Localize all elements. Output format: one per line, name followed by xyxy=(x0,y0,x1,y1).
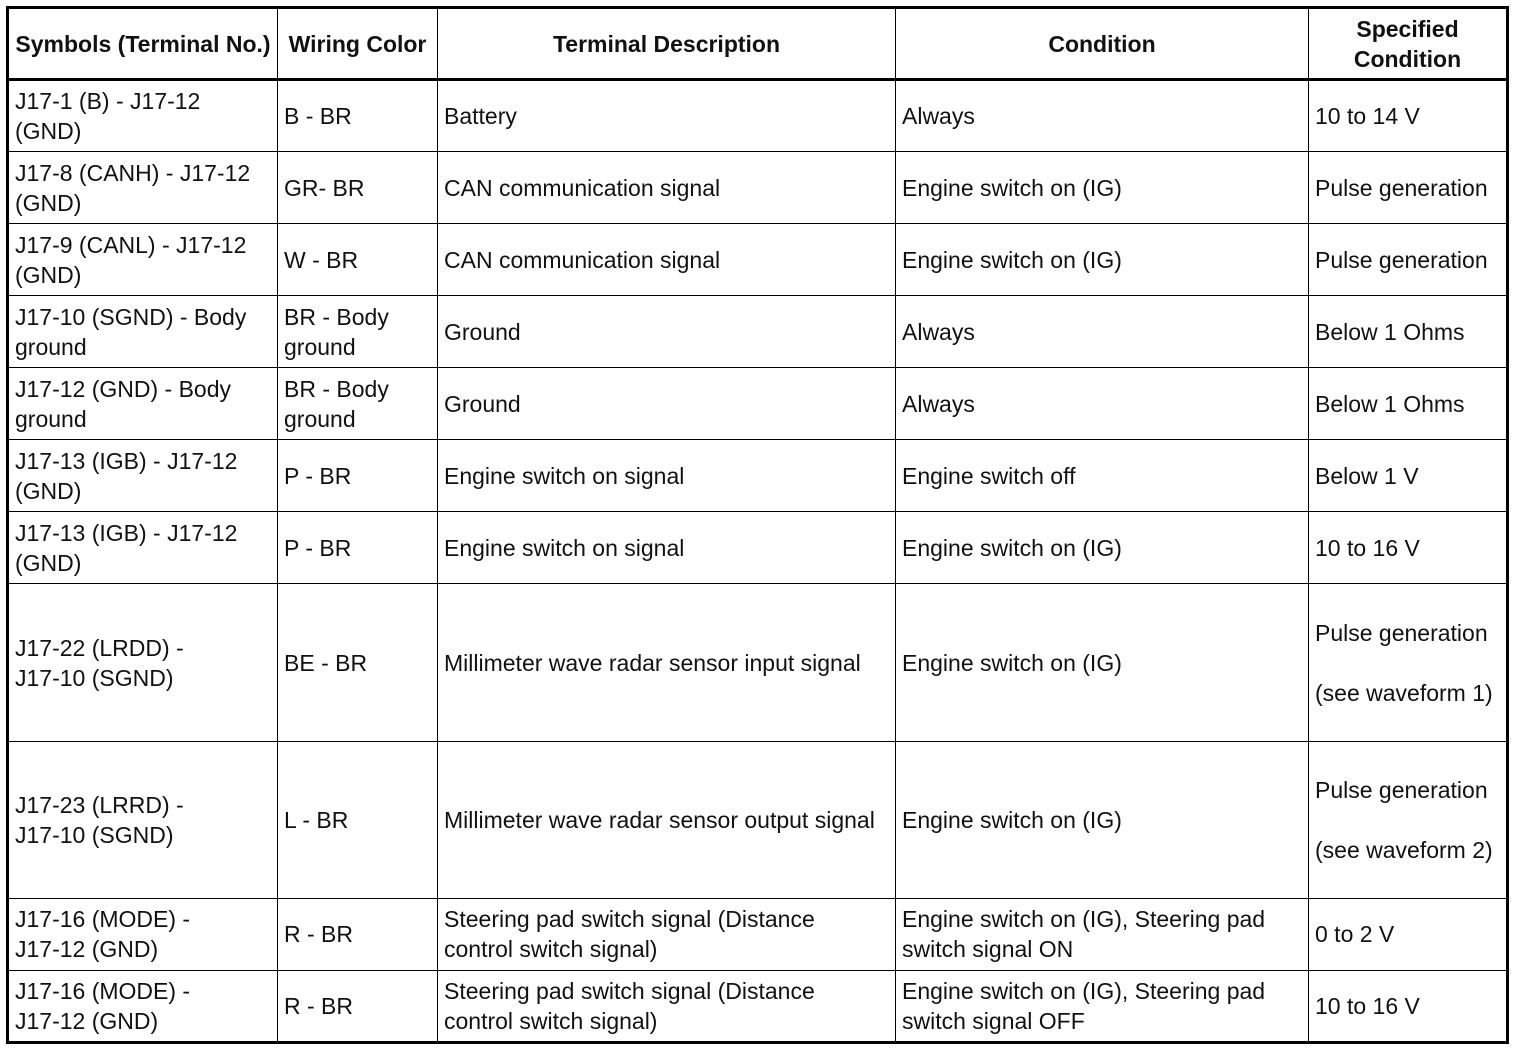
cell-text: R - BR xyxy=(284,921,353,948)
cell-text: J17-9 (CANL) - J17-12 (GND) xyxy=(15,231,247,288)
cell-text: Millimeter wave radar sensor output signal xyxy=(444,806,875,833)
cell-text: 10 to 14 V xyxy=(1315,103,1420,130)
cell-text: L - BR xyxy=(284,806,349,833)
cell-terminal-description xyxy=(438,152,896,224)
cell-specified-condition xyxy=(1309,224,1508,296)
cell-text: P - BR xyxy=(284,462,352,489)
cell-text: Always xyxy=(902,390,975,417)
cell-text: J17-16 (MODE) - J17-12 (GND) xyxy=(15,977,191,1034)
cell-text: CAN communication signal xyxy=(444,174,721,201)
cell-text: J17-1 (B) - J17-12 (GND) xyxy=(15,88,201,145)
cell-terminal-description xyxy=(438,898,896,970)
cell-text: Engine switch off xyxy=(902,462,1076,489)
cell-condition xyxy=(896,741,1309,898)
cell-text: J17-23 (LRRD) - J17-10 (SGND) xyxy=(15,791,184,848)
cell-text: Pulse generation (see waveform 2) xyxy=(1315,776,1493,863)
cell-text: Below 1 V xyxy=(1315,462,1419,489)
cell-text: Pulse generation (see waveform 1) xyxy=(1315,619,1493,706)
cell-symbols xyxy=(8,512,278,584)
cell-text: Engine switch on (IG), Steering pad switch signal OFF xyxy=(902,977,1266,1034)
cell-text: 0 to 2 V xyxy=(1315,921,1395,948)
cell-symbols xyxy=(8,741,278,898)
cell-specified-condition xyxy=(1309,512,1508,584)
header-row xyxy=(8,8,1508,80)
cell-text: B - BR xyxy=(284,103,352,130)
header-symbols: Symbols (Terminal No.) xyxy=(8,8,278,80)
cell-wiring-color xyxy=(278,512,438,584)
cell-condition xyxy=(896,440,1309,512)
cell-specified-condition xyxy=(1309,296,1508,368)
cell-text: J17-13 (IGB) - J17-12 (GND) xyxy=(15,519,238,576)
cell-text: Engine switch on signal xyxy=(444,462,685,489)
cell-wiring-color xyxy=(278,741,438,898)
cell-specified-condition xyxy=(1309,80,1508,152)
cell-symbols xyxy=(8,440,278,512)
cell-symbols xyxy=(8,584,278,741)
cell-text: J17-12 (GND) - Body ground xyxy=(15,375,232,432)
cell-condition xyxy=(896,80,1309,152)
cell-text: Engine switch on (IG) xyxy=(902,246,1122,273)
cell-text: GR- BR xyxy=(284,174,365,201)
cell-text: J17-8 (CANH) - J17-12 (GND) xyxy=(15,159,251,216)
cell-terminal-description xyxy=(438,80,896,152)
cell-text: Millimeter wave radar sensor input signal xyxy=(444,649,861,676)
table-row xyxy=(8,296,1508,368)
cell-symbols xyxy=(8,224,278,296)
cell-wiring-color xyxy=(278,440,438,512)
cell-wiring-color xyxy=(278,970,438,1042)
cell-specified-condition xyxy=(1309,584,1508,741)
header-terminal-description: Terminal Description xyxy=(438,8,896,80)
cell-wiring-color xyxy=(278,152,438,224)
cell-condition xyxy=(896,368,1309,440)
cell-text: Below 1 Ohms xyxy=(1315,390,1465,417)
cell-condition xyxy=(896,970,1309,1042)
cell-text: Engine switch on (IG), Steering pad switch signal ON xyxy=(902,906,1266,963)
cell-symbols xyxy=(8,368,278,440)
cell-wiring-color xyxy=(278,368,438,440)
cell-text: 10 to 16 V xyxy=(1315,534,1420,561)
cell-text: 10 to 16 V xyxy=(1315,992,1420,1019)
cell-text: R - BR xyxy=(284,992,353,1019)
cell-specified-condition xyxy=(1309,741,1508,898)
table-row xyxy=(8,80,1508,152)
cell-terminal-description xyxy=(438,368,896,440)
cell-terminal-description xyxy=(438,296,896,368)
cell-symbols xyxy=(8,152,278,224)
cell-text: Engine switch on (IG) xyxy=(902,649,1122,676)
table-row xyxy=(8,152,1508,224)
cell-text: J17-22 (LRDD) - J17-10 (SGND) xyxy=(15,634,184,691)
cell-terminal-description xyxy=(438,741,896,898)
cell-wiring-color xyxy=(278,584,438,741)
table-row xyxy=(8,512,1508,584)
header-condition: Condition xyxy=(896,8,1309,80)
cell-text: Ground xyxy=(444,390,521,417)
cell-terminal-description xyxy=(438,440,896,512)
cell-condition xyxy=(896,898,1309,970)
table-row xyxy=(8,584,1508,741)
cell-text: J17-16 (MODE) - J17-12 (GND) xyxy=(15,906,191,963)
cell-specified-condition xyxy=(1309,970,1508,1042)
cell-text: J17-10 (SGND) - Body ground xyxy=(15,303,247,360)
cell-text: Steering pad switch signal (Distance control switch signal) xyxy=(444,977,815,1034)
cell-text: Steering pad switch signal (Distance control switch signal) xyxy=(444,906,815,963)
cell-condition xyxy=(896,224,1309,296)
cell-symbols xyxy=(8,296,278,368)
table-row xyxy=(8,898,1508,970)
cell-specified-condition xyxy=(1309,368,1508,440)
cell-text: J17-13 (IGB) - J17-12 (GND) xyxy=(15,447,238,504)
cell-condition xyxy=(896,296,1309,368)
table-row xyxy=(8,741,1508,898)
cell-terminal-description xyxy=(438,584,896,741)
cell-specified-condition xyxy=(1309,152,1508,224)
cell-text: Pulse generation xyxy=(1315,174,1488,201)
table-row xyxy=(8,368,1508,440)
cell-terminal-description xyxy=(438,970,896,1042)
cell-text: CAN communication signal xyxy=(444,246,721,273)
cell-terminal-description xyxy=(438,224,896,296)
cell-condition xyxy=(896,152,1309,224)
cell-text: Engine switch on (IG) xyxy=(902,174,1122,201)
cell-specified-condition xyxy=(1309,898,1508,970)
cell-text: BE - BR xyxy=(284,649,368,676)
cell-symbols xyxy=(8,970,278,1042)
cell-text: Below 1 Ohms xyxy=(1315,318,1465,345)
cell-text: Battery xyxy=(444,103,517,130)
cell-text: Engine switch on (IG) xyxy=(902,806,1122,833)
cell-condition xyxy=(896,512,1309,584)
cell-symbols xyxy=(8,898,278,970)
cell-terminal-description xyxy=(438,512,896,584)
cell-text: P - BR xyxy=(284,534,352,561)
table-body xyxy=(8,80,1508,1043)
cell-wiring-color xyxy=(278,224,438,296)
cell-wiring-color xyxy=(278,80,438,152)
table-row xyxy=(8,970,1508,1042)
cell-symbols xyxy=(8,80,278,152)
cell-text: Ground xyxy=(444,318,521,345)
cell-text: Pulse generation xyxy=(1315,246,1488,273)
cell-text: Engine switch on (IG) xyxy=(902,534,1122,561)
cell-text: BR - Body ground xyxy=(284,303,389,360)
cell-wiring-color xyxy=(278,296,438,368)
cell-text: W - BR xyxy=(284,246,359,273)
cell-text: Engine switch on signal xyxy=(444,534,685,561)
header-wiring-color: Wiring Color xyxy=(278,8,438,80)
cell-text: BR - Body ground xyxy=(284,375,389,432)
cell-text: Always xyxy=(902,103,975,130)
terminal-table xyxy=(6,6,1509,1044)
table-row xyxy=(8,224,1508,296)
header-specified-condition: Specified Condition xyxy=(1309,8,1508,80)
table-row xyxy=(8,440,1508,512)
cell-wiring-color xyxy=(278,898,438,970)
cell-specified-condition xyxy=(1309,440,1508,512)
cell-condition xyxy=(896,584,1309,741)
cell-text: Always xyxy=(902,318,975,345)
